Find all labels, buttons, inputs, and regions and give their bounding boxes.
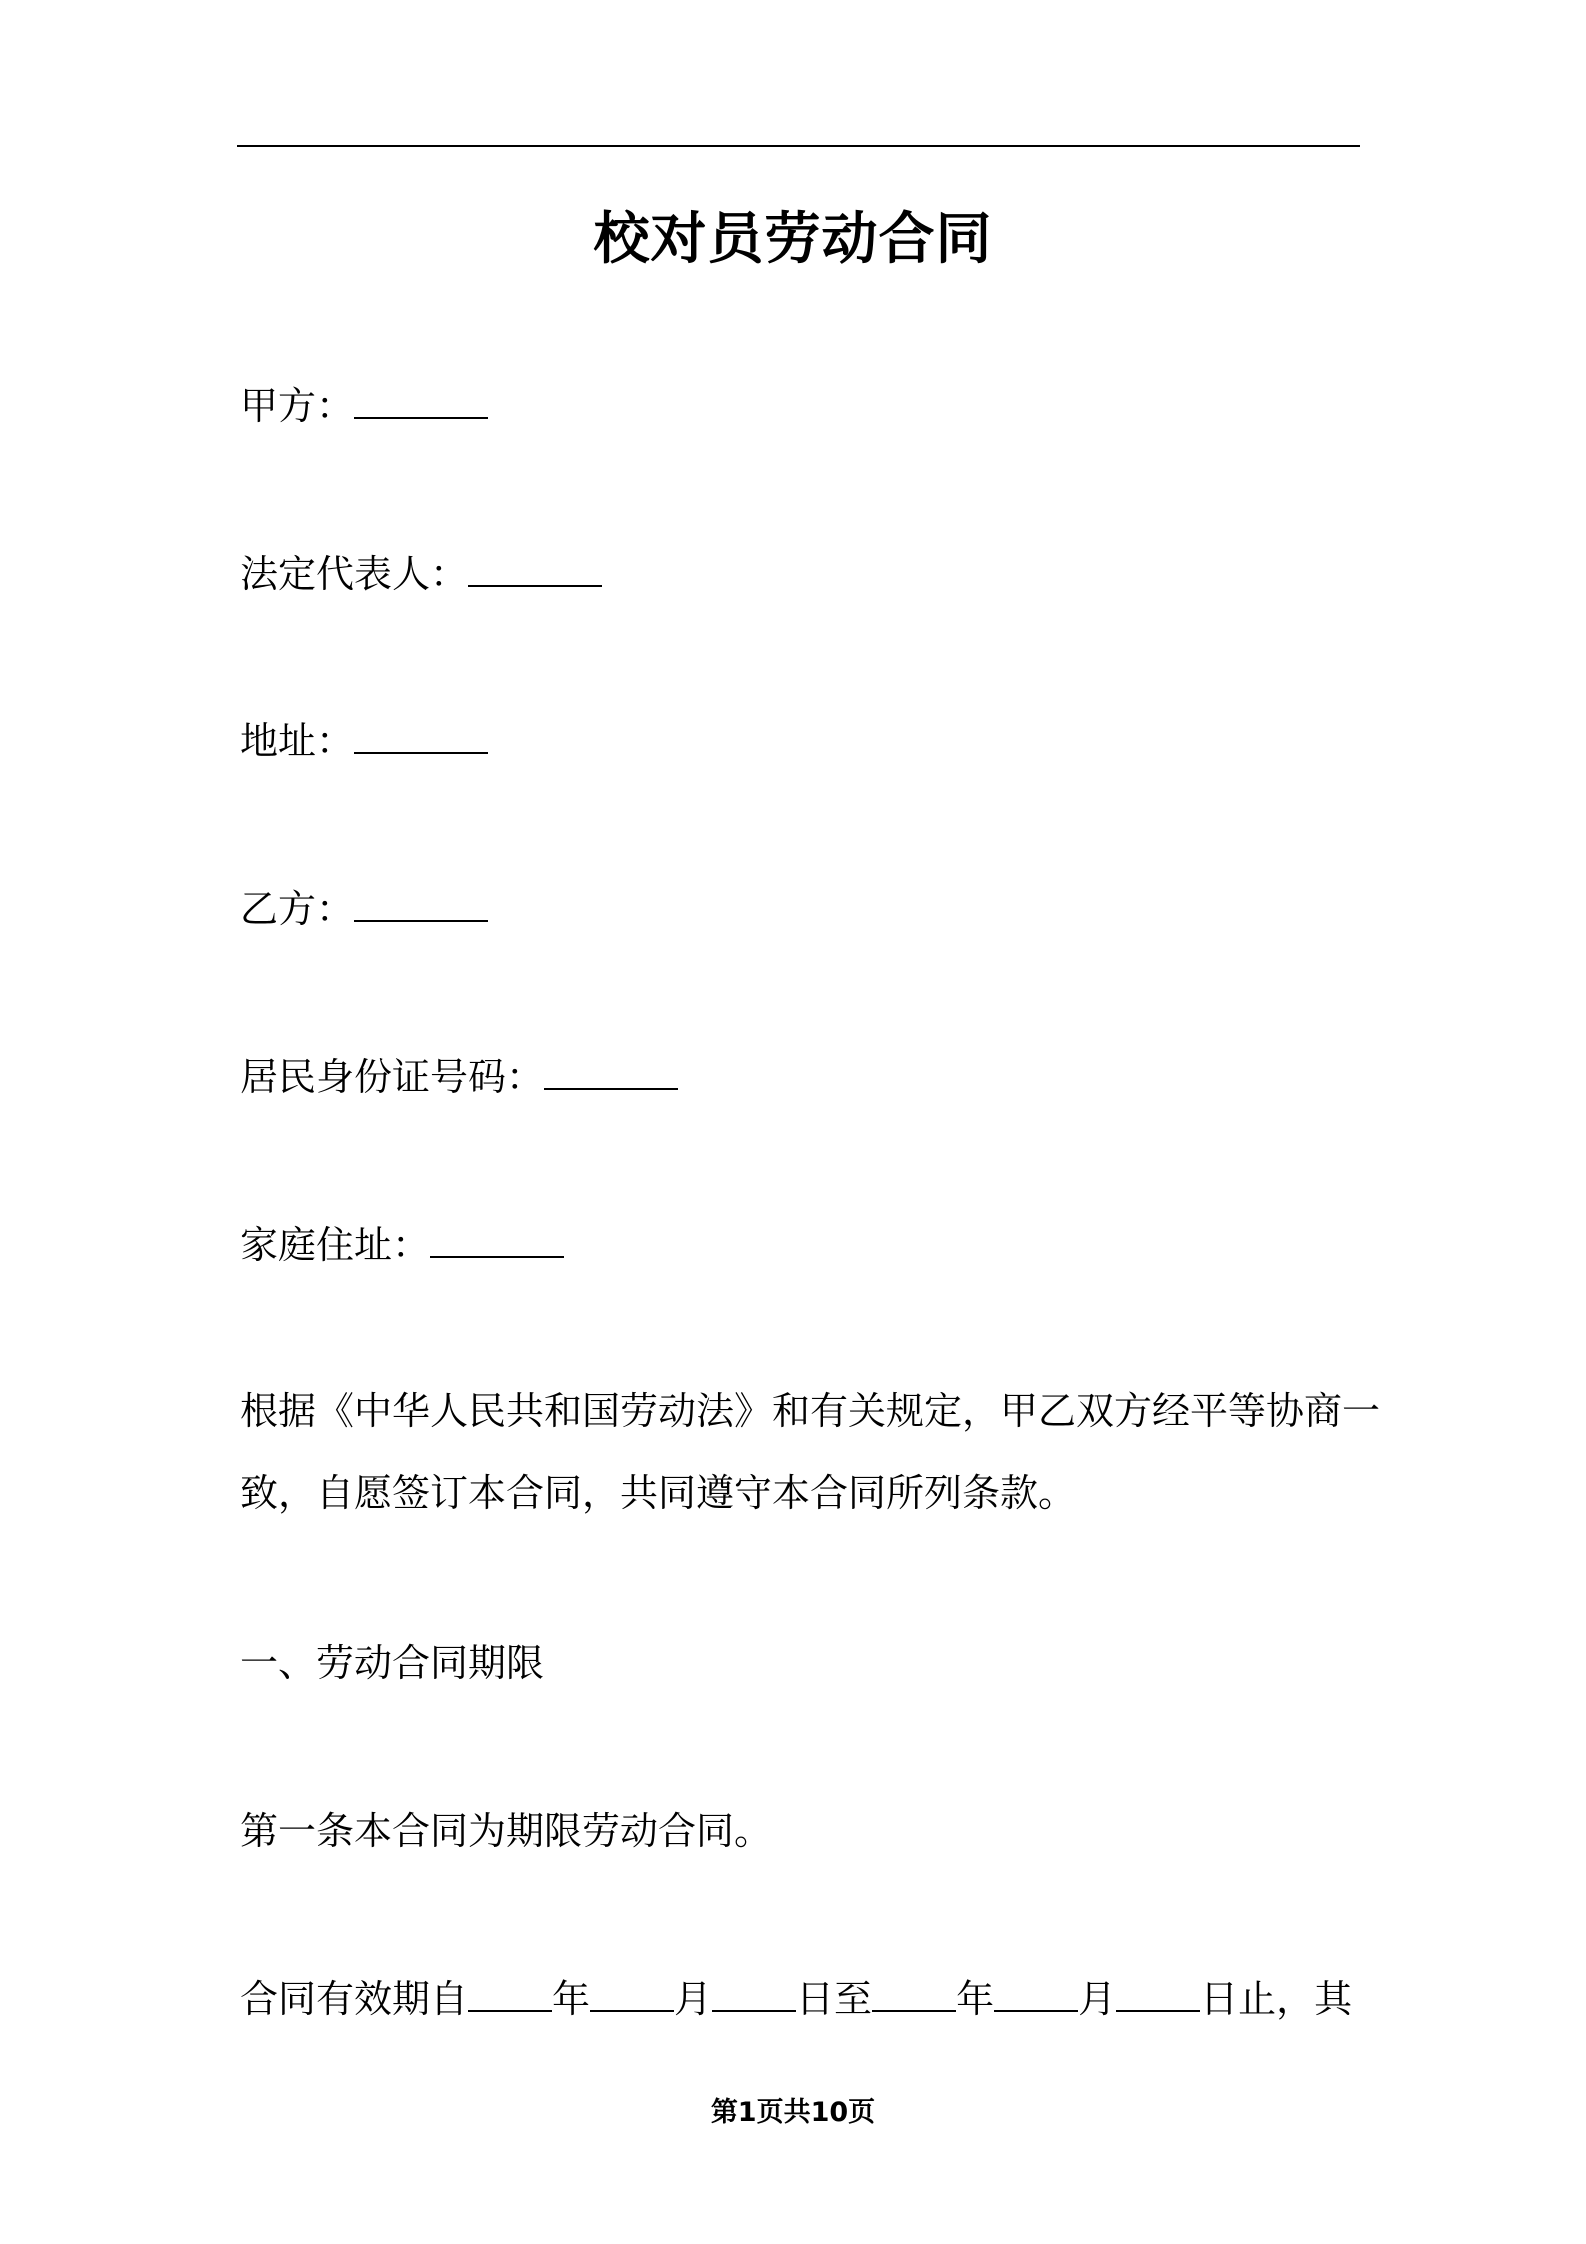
article-paragraph: 第一条本合同为期限劳动合同。 xyxy=(240,1809,773,1853)
start-year-label: 年 xyxy=(552,1977,591,2021)
start-month-blank xyxy=(590,1976,674,2012)
start-day-blank xyxy=(712,1976,796,2012)
party-a-label: 甲方： xyxy=(240,384,355,428)
end-day-label: 日止，其 xyxy=(1200,1977,1353,2021)
header-rule xyxy=(237,145,1360,147)
legal-rep-field xyxy=(240,548,1360,600)
home-address-field xyxy=(240,1219,1360,1271)
legal-rep-label: 法定代表人： xyxy=(240,552,469,596)
party-b-label: 乙方： xyxy=(240,887,355,931)
page-number: 第1页共10页 xyxy=(710,2097,876,2128)
id-number-blank xyxy=(544,1054,678,1090)
id-number-label: 居民身份证号码： xyxy=(240,1055,545,1099)
party-a-blank xyxy=(354,383,488,419)
validity-prefix: 合同有效期自 xyxy=(240,1977,469,2021)
end-year-label: 年 xyxy=(956,1977,995,2021)
start-month-label: 月 xyxy=(674,1977,713,2021)
party-b-blank xyxy=(354,886,488,922)
home-address-label: 家庭住址： xyxy=(240,1223,431,1267)
address-field xyxy=(240,715,1360,767)
intro-line-2: 致，自愿签订本合同，共同遵守本合同所列条款。 xyxy=(240,1471,1077,1515)
party-a-field xyxy=(240,380,1360,432)
section-heading: 一、劳动合同期限 xyxy=(240,1641,545,1685)
end-month-blank xyxy=(994,1976,1078,2012)
address-blank xyxy=(354,718,488,754)
home-address-blank xyxy=(430,1222,564,1258)
party-b-field xyxy=(240,883,1360,935)
address-label: 地址： xyxy=(240,719,355,763)
intro-line-1: 根据《中华人民共和国劳动法》和有关规定，甲乙双方经平等协商一 xyxy=(240,1389,1381,1433)
legal-rep-blank xyxy=(468,551,602,587)
id-number-field xyxy=(240,1051,1360,1103)
document-title: 校对员劳动合同 xyxy=(593,207,993,272)
end-year-blank xyxy=(872,1976,956,2012)
end-month-label: 月 xyxy=(1078,1977,1117,2021)
end-day-blank xyxy=(1116,1976,1200,2012)
start-day-label: 日至 xyxy=(796,1977,873,2021)
start-year-blank xyxy=(468,1976,552,2012)
validity-line xyxy=(240,1973,1360,2025)
